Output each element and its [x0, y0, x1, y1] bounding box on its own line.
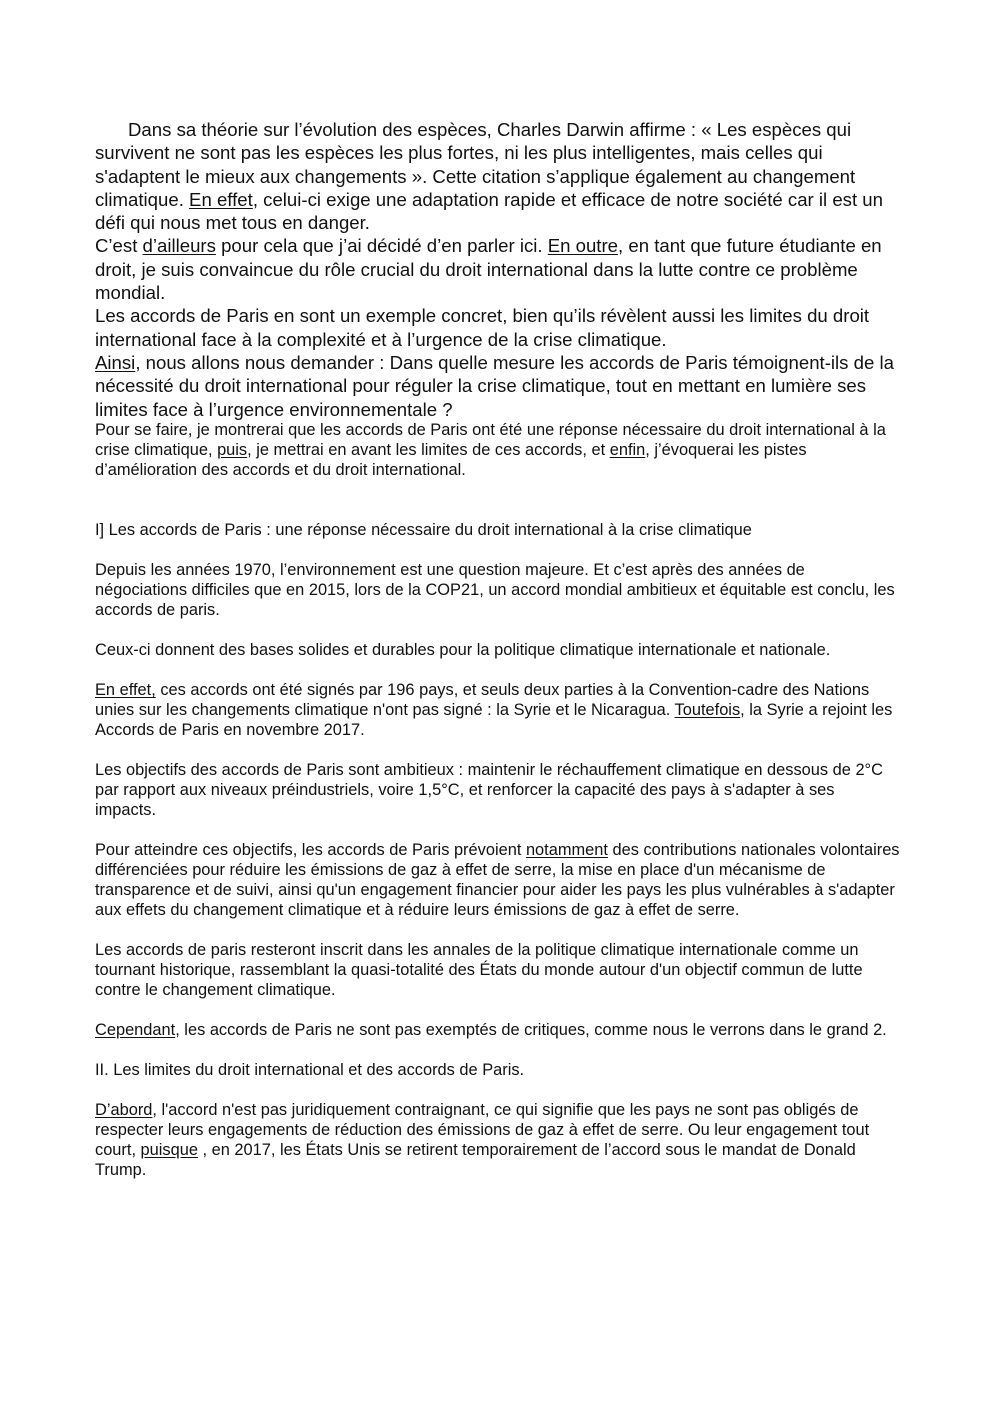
connector-en-effet: En effet: [189, 188, 253, 210]
section-1-paragraph: Les objectifs des accords de Paris sont ambitieux : maintenir le réchauffement climatique en dessous de 2°C par rapport aux niveaux préindustriels, voire 1,5°C, et renforcer la capacité des pays à s'adapter à ses impacts.: [95, 761, 883, 819]
section-2-paragraph: D’abord, l'accord n'est pas juridiquement contraignant, ce qui signifie que les pays ne sont pas obligés de respecter leurs engagements de réduction des émissions de gaz à effet de serre. Ou leur engagement tout court, puisque , en 2017, les États Unis se retirent temporairement de l’accord sous le mandat de Donald Trump.: [95, 1101, 870, 1179]
section-1-paragraph: Pour atteindre ces objectifs, les accords de Paris prévoient notamment des contributions nationales volontaires différenciées pour réduire les émissions de gaz à effet de serre, la mise en place d'un mécanisme de transparence et de suivi, ainsi qu'un engagement financier pour aider les pays les plus vulnérables à s'adapter aux effets du changement climatique et à réduire leurs émissions de gaz à effet de serre.: [95, 841, 900, 919]
connector-en-effet: En effet,: [95, 681, 156, 699]
section-1-paragraph: Ceux-ci donnent des bases solides et durables pour la politique climatique internationale et nationale.: [95, 641, 831, 659]
intro-paragraph-motivation: C’est d’ailleurs pour cela que j’ai décidé d’en parler ici. En outre, en tant que future étudiante en droit, je suis convaincue du rôle crucial du droit international dans la lutte contre ce problème mondial.: [95, 235, 882, 304]
connector-en-outre: En outre: [547, 235, 619, 257]
connector-ainsi: Ainsi: [95, 351, 136, 373]
intro-paragraph-darwin: Dans sa théorie sur l’évolution des espèces, Charles Darwin affirme : « Les espèces qui survivent ne sont pas les espèces les plus fortes, ni les plus intelligentes, mais celles qui s'adaptent le mieux aux changements ». Cette citation s’applique également au changement climatique. En effet, celui-ci exige une adaptation rapide et efficace de notre société car il est un défi qui nous met tous en danger.: [95, 119, 883, 234]
connector-puis: puis: [217, 441, 248, 459]
connector-dailleurs: d’ailleurs: [142, 235, 216, 257]
section-1-paragraph: Cependant, les accords de Paris ne sont pas exemptés de critiques, comme nous le verrons dans le grand 2.: [95, 1021, 887, 1039]
section-1-paragraph: En effet, ces accords ont été signés par 196 pays, et seuls deux parties à la Convention-cadre des Nations unies sur les changements climatique n'ont pas signé : la Syrie et le Nicaragua. Toutefois, la Syrie a rejoint les Accords de Paris en novembre 2017.: [95, 681, 893, 739]
intro-paragraph-example: Les accords de Paris en sont un exemple concret, bien qu’ils révèlent aussi les limites du droit international face à la complexité et à l’urgence de la crise climatique.: [95, 305, 870, 350]
intro-paragraph-problematique: Ainsi, nous allons nous demander : Dans quelle mesure les accords de Paris témoignent-ils de la nécessité du droit international pour réguler la crise climatique, tout en mettant en lumière ses limites face à l’urgence environnementale ?: [95, 351, 894, 420]
document-body: [95, 520, 900, 1200]
connector-toutefois: Toutefois: [674, 701, 741, 719]
introduction: [95, 118, 895, 421]
section-1-paragraph: Les accords de paris resteront inscrit dans les annales de la politique climatique internationale comme un tournant historique, rassemblant la quasi-totalité des États du monde autour d'un objectif commun de lutte contre le changement climatique.: [95, 941, 863, 999]
connector-notamment: notamment: [525, 841, 608, 859]
section-1-paragraph: Depuis les années 1970, l’environnement est une question majeure. Et c’est après des années de négociations difficiles que en 2015, lors de la COP21, un accord mondial ambitieux et équitable est conclu, les accords de paris.: [95, 561, 895, 619]
connector-enfin: enfin: [609, 441, 646, 459]
section-1-heading: I] Les accords de Paris : une réponse nécessaire du droit international à la crise climatique: [95, 521, 752, 539]
connector-dabord: D’abord: [95, 1101, 153, 1119]
plan-paragraph: Pour se faire, je montrerai que les accords de Paris ont été une réponse nécessaire du droit international à la crise climatique, puis, je mettrai en avant les limites de ces accords, et enfin, j’évoquerai les pistes d’amélioration des accords et du droit international.: [95, 421, 886, 479]
connector-cependant: Cependant: [95, 1021, 176, 1039]
connector-puisque: puisque: [140, 1141, 198, 1159]
section-2-heading: II. Les limites du droit international et des accords de Paris.: [95, 1061, 525, 1079]
